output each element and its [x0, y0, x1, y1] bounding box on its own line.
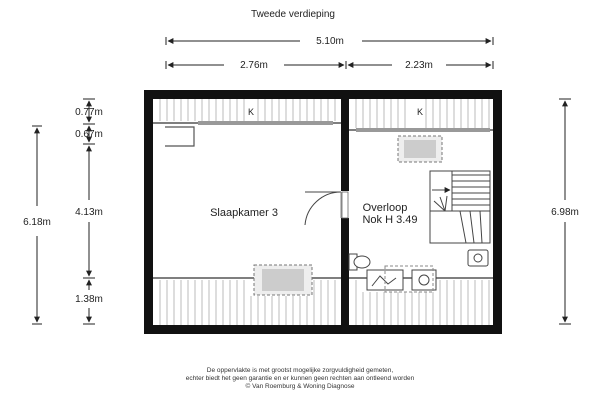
washing-machine-icon	[468, 250, 488, 266]
dividing-wall	[341, 99, 349, 191]
room-label-landing: Overloop	[362, 202, 408, 214]
dimension-right-width: 2.23m	[405, 60, 433, 71]
disclaimer-line-1: De oppervlakte is met grootst mogelijke zorgvuldigheid gemeten,	[206, 367, 394, 374]
top-dimension-split	[166, 61, 493, 69]
floor-title: Tweede verdieping	[251, 9, 335, 20]
dividing-wall-lower	[341, 218, 349, 325]
dimension-left-total: 6.18m	[23, 217, 51, 228]
dimension-segment-3: 4.13m	[75, 207, 103, 218]
dimension-segment-1: 0.77m	[75, 107, 103, 118]
dimension-total-width: 5.10m	[316, 36, 344, 47]
rail-left	[198, 121, 333, 125]
dimension-left-width: 2.76m	[240, 60, 268, 71]
staircase	[430, 171, 490, 243]
disclaimer-line-3: © Van Roemburg & Woning Diagnose	[245, 383, 355, 390]
dimension-segment-2: 0.67m	[75, 129, 103, 140]
skylight-right-top	[398, 136, 442, 162]
disclaimer-line-2: echter biedt het geen garantie en er kunnen geen rechten aan ontleend worden	[185, 375, 415, 382]
skylight-left-bottom	[254, 265, 312, 295]
knee-wall-marker-left: K	[247, 107, 255, 117]
dimension-right-total: 6.98m	[551, 207, 579, 218]
room-label-ridge-height: Nok H 3.49	[362, 214, 418, 226]
dimension-segment-4: 1.38m	[75, 294, 103, 305]
door-swing	[305, 192, 341, 225]
toilet-icon	[349, 254, 370, 270]
room-label-bedroom: Slaapkamer 3	[210, 207, 278, 219]
roof-slope-bottom	[160, 280, 489, 325]
closet-corner	[165, 127, 194, 146]
boiler-icon	[412, 270, 436, 290]
door-opening	[342, 192, 348, 218]
knee-wall-marker-right: K	[416, 107, 424, 117]
rail-right	[356, 128, 490, 132]
